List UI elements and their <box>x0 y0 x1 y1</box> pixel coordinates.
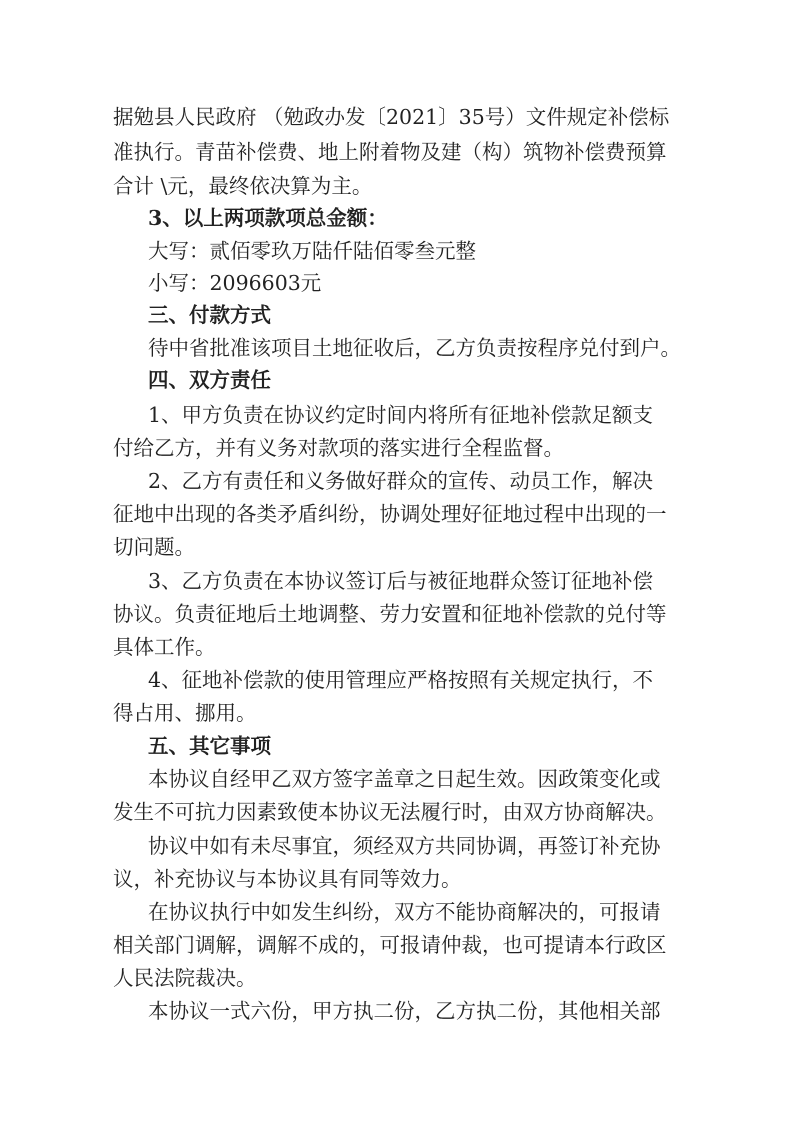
paragraph-line: 协议。负责征地后土地调整、劳力安置和征地补偿款的兑付等 <box>113 602 667 626</box>
paragraph-line: 准执行。青苗补偿费、地上附着物及建（构）筑物补偿费预算 <box>113 140 667 164</box>
amount-numeric: 小写：2096603元 <box>148 271 322 295</box>
paragraph-line: 4、征地补偿款的使用管理应严格按照有关规定执行，不 <box>148 668 654 692</box>
section-heading: 3、以上两项款项总金额： <box>148 206 388 230</box>
paragraph-line: 本协议自经甲乙双方签字盖章之日起生效。因政策变化或 <box>148 767 661 791</box>
paragraph-line: 切问题。 <box>113 535 195 559</box>
paragraph-line: 合计 \元，最终依决算为主。 <box>113 174 373 198</box>
paragraph-line: 在协议执行中如发生纠纷，双方不能协商解决的，可报请 <box>148 900 661 924</box>
section-heading: 五、其它事项 <box>148 734 271 758</box>
paragraph-line: 相关部门调解，调解不成的，可报请仲裁，也可提请本行政区 <box>113 933 667 957</box>
paragraph-line: 得占用、挪用。 <box>113 701 257 725</box>
paragraph-line: 本协议一式六份，甲方执二份，乙方执二份，其他相关部 <box>148 999 661 1023</box>
paragraph-line: 据勉县人民政府 （勉政办发〔2021〕35号）文件规定补偿标 <box>113 105 670 129</box>
paragraph-line: 3、乙方负责在本协议签订后与被征地群众签订征地补偿 <box>148 569 654 593</box>
paragraph-line: 协议中如有未尽事宜，须经双方共同协调，再签订补充协 <box>148 834 661 858</box>
paragraph-line: 征地中出现的各类矛盾纠纷，协调处理好征地过程中出现的一 <box>113 502 667 526</box>
section-heading: 四、双方责任 <box>148 368 271 392</box>
paragraph-line: 发生不可抗力因素致使本协议无法履行时，由双方协商解决。 <box>113 800 667 824</box>
paragraph-line: 待中省批准该项目土地征收后，乙方负责按程序兑付到户。 <box>148 336 681 360</box>
section-heading: 三、付款方式 <box>148 303 271 327</box>
paragraph-line: 人民法院裁决。 <box>113 966 257 990</box>
paragraph-line: 议，补充协议与本协议具有同等效力。 <box>113 867 462 891</box>
paragraph-line: 1、甲方负责在协议约定时间内将所有征地补偿款足额支 <box>148 403 654 427</box>
amount-capital: 大写：贰佰零玖万陆仟陆佰零叁元整 <box>148 239 476 263</box>
paragraph-line: 具体工作。 <box>113 635 216 659</box>
paragraph-line: 2、乙方有责任和义务做好群众的宣传、动员工作，解决 <box>148 469 654 493</box>
paragraph-line: 付给乙方，并有义务对款项的落实进行全程监督。 <box>113 436 564 460</box>
